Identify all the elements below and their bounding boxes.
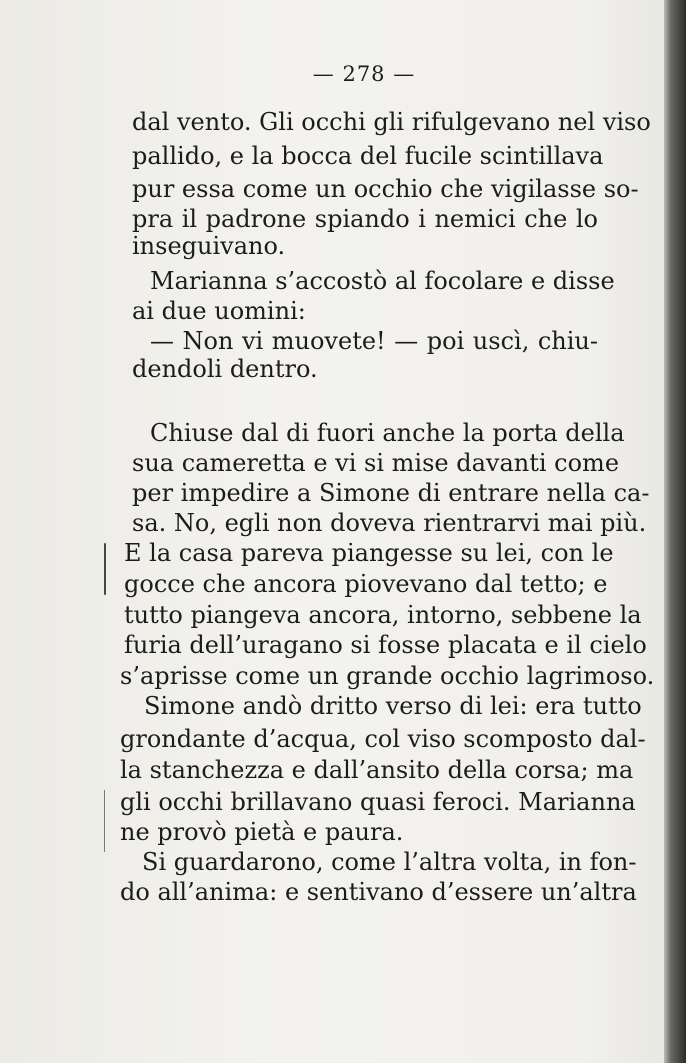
text-line: pra il padrone spiando i nemici che lo bbox=[132, 205, 598, 233]
text-line: dendoli dentro. bbox=[132, 355, 318, 383]
text-line: Marianna s’accostò al focolare e disse bbox=[150, 267, 615, 295]
text-line: gli occhi brillavano quasi feroci. Marianna bbox=[120, 788, 636, 816]
text-line: gocce che ancora piovevano dal tetto; e bbox=[124, 570, 608, 598]
text-line: pallido, e la bocca del fucile scintillava bbox=[132, 142, 604, 170]
margin-pencil-mark bbox=[104, 543, 106, 595]
page-number: — 278 — bbox=[312, 62, 416, 86]
text-line: Simone andò dritto verso di lei: era tutto bbox=[144, 692, 642, 720]
text-line: s’aprisse come un grande occhio lagrimoso. bbox=[120, 662, 655, 690]
margin-pencil-mark bbox=[104, 790, 105, 852]
text-line: E la casa pareva piangesse su lei, con le bbox=[124, 539, 614, 567]
text-line: grondante d’acqua, col viso scomposto dal- bbox=[120, 725, 646, 753]
text-line: per impedire a Simone di entrare nella ca- bbox=[132, 479, 650, 507]
text-line: Chiuse dal di fuori anche la porta della bbox=[150, 419, 625, 447]
text-line: furia dell’uragano si fosse placata e il cielo bbox=[124, 631, 647, 659]
text-line: pur essa come un occhio che vigilasse so- bbox=[132, 175, 639, 203]
text-line: ai due uomini: bbox=[132, 297, 306, 325]
text-line: la stanchezza e dall’ansito della corsa; ma bbox=[120, 756, 634, 784]
text-line: Si guardarono, come l’altra volta, in fon- bbox=[142, 848, 637, 876]
text-line: tutto piangeva ancora, intorno, sebbene la bbox=[124, 601, 642, 629]
text-line: sua cameretta e vi si mise davanti come bbox=[132, 449, 620, 477]
text-line: ne provò pietà e paura. bbox=[120, 818, 404, 846]
text-line: sa. No, egli non doveva rientrarvi mai più. bbox=[132, 509, 647, 537]
text-line: do all’anima: e sentivano d’essere un’altra bbox=[120, 878, 637, 906]
page-edge-shadow bbox=[664, 0, 686, 1063]
text-line: dal vento. Gli occhi gli rifulgevano nel viso bbox=[132, 108, 651, 136]
text-line: inseguivano. bbox=[132, 232, 286, 260]
text-line: — Non vi muovete! — poi uscì, chiu- bbox=[150, 327, 598, 355]
